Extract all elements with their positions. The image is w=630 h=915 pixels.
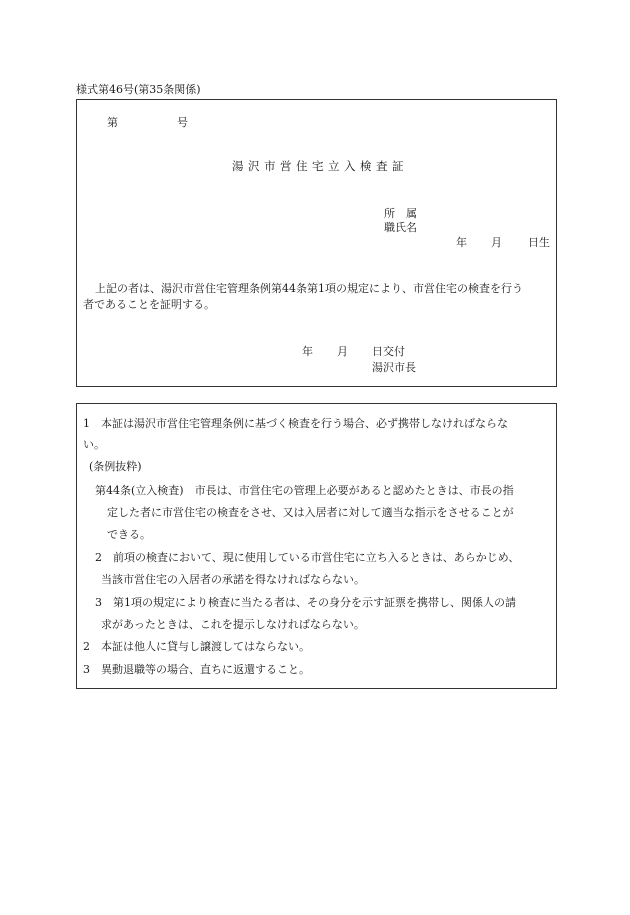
note-1-line-1: 1 本証は湯沢市営住宅管理条例に基づく検査を行う場合、必ず携帯しなければならな bbox=[83, 417, 508, 430]
article-44-line-3: できる。 bbox=[107, 528, 151, 541]
article-44-paragraph-3-line-2: 求があったときは、これを提示しなければならない。 bbox=[101, 618, 365, 631]
birth-month-label: 月 bbox=[491, 236, 502, 249]
issuer-label: 湯沢市長 bbox=[372, 361, 416, 374]
birth-year-label: 年 bbox=[456, 236, 467, 249]
article-44-line-2: 定した者に市営住宅の検査をさせ、又は入居者に対して適当な指示をさせることが bbox=[107, 506, 514, 519]
certificate-number-prefix: 第 bbox=[107, 116, 118, 129]
issue-year-label: 年 bbox=[302, 345, 313, 358]
issue-day-label: 日交付 bbox=[372, 345, 405, 358]
certificate-title: 湯沢市営住宅立入検査証 bbox=[232, 159, 408, 173]
note-3: 3 異動退職等の場合、直ちに返還すること。 bbox=[83, 663, 310, 676]
certificate-number-suffix: 号 bbox=[177, 116, 188, 129]
affiliation-label: 所 属 bbox=[384, 207, 417, 220]
certificate-statement-line-2: 者であることを証明する。 bbox=[83, 298, 215, 311]
article-44-paragraph-2-line-1: 2 前項の検査において、現に使用している市営住宅に立ち入るときは、あらかじめ、 bbox=[95, 551, 520, 564]
certificate-box bbox=[76, 99, 557, 387]
article-44-paragraph-2-line-2: 当該市営住宅の入居者の承諾を得なければならない。 bbox=[101, 573, 365, 586]
certificate-statement-line-1: 上記の者は、湯沢市営住宅管理条例第44条第1項の規定により、市営住宅の検査を行う bbox=[95, 282, 523, 295]
birth-day-label: 日生 bbox=[528, 236, 550, 249]
form-number-label: 様式第46号(第35条関係) bbox=[76, 83, 201, 96]
article-44-line-1: 第44条(立入検査) 市長は、市営住宅の管理上必要があると認めたときは、市長の指 bbox=[95, 484, 514, 497]
ordinance-excerpt-label: (条例抜粋) bbox=[89, 460, 142, 473]
note-2: 2 本証は他人に貸与し譲渡してはならない。 bbox=[83, 640, 310, 653]
name-label: 職氏名 bbox=[384, 221, 417, 234]
article-44-paragraph-3-line-1: 3 第1項の規定により検査に当たる者は、その身分を示す証票を携帯し、関係人の請 bbox=[95, 596, 516, 609]
note-1-line-2: い。 bbox=[83, 438, 105, 451]
issue-month-label: 月 bbox=[337, 345, 348, 358]
